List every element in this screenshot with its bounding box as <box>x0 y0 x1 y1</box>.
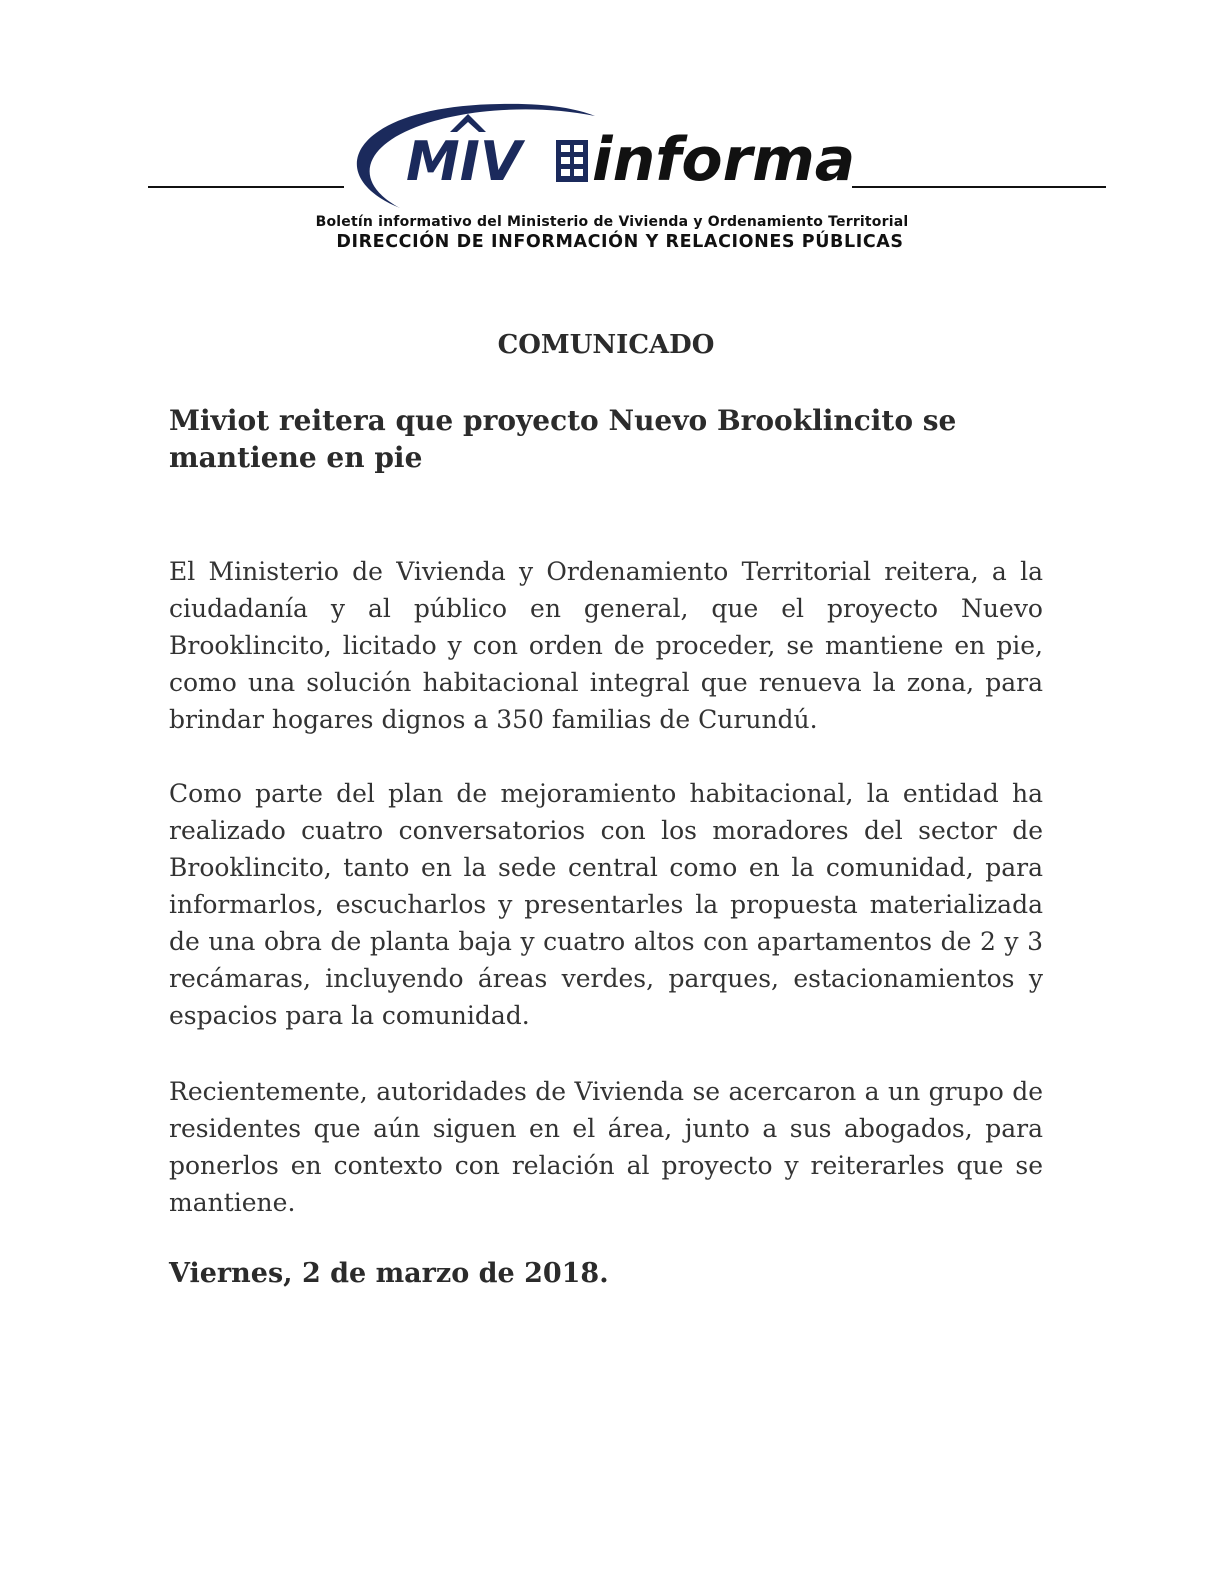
headline: Miviot reitera que proyecto Nuevo Brooklincito se mantiene en pie <box>169 404 957 474</box>
logo-text-suffix: informa <box>592 125 856 195</box>
miv-informa-logo <box>330 96 870 216</box>
body-paragraph-3: Recientemente, autoridades de Vivienda se acercaron a un grupo de residentes que aún siguen en el área, junto a sus abogados, para ponerlos en contexto con relación al proyecto y reiterarles que se mantiene. <box>169 1077 1043 1217</box>
letterhead <box>0 0 1224 270</box>
header-rule-right <box>852 186 1106 188</box>
body-paragraph-1: El Ministerio de Vivienda y Ordenamiento Territorial reitera, a la ciudadanía y al público en general, que el proyecto Nuevo Brooklincito, licitado y con orden de proceder, se mantiene en pie, como una solución habitacional integral que renueva la zona, para brindar hogares dignos a 350 familias de Curundú. <box>169 557 1043 734</box>
body-paragraph-2: Como parte del plan de mejoramiento habitacional, la entidad ha realizado cuatro conversatorios con los moradores del sector de Brooklincito, tanto en la sede central como en la comunidad, para informarlos, escucharlos y presentarles la propuesta materializada de una obra de planta baja y cuatro altos con apartamentos de 2 y 3 recámaras, incluyendo áreas verdes, parques, estacionamientos y espacios para la comunidad. <box>169 779 1043 1030</box>
logo-text-prefix: MIV <box>406 130 522 193</box>
building-icon <box>556 140 588 182</box>
letterhead-tagline: Boletín informativo del Ministerio de Vivienda y Ordenamiento Territorial <box>315 214 909 230</box>
document-type: COMUNICADO <box>497 330 715 360</box>
document-date: Viernes, 2 de marzo de 2018. <box>169 1258 609 1289</box>
header-rule-left <box>148 186 344 188</box>
letterhead-department: DIRECCIÓN DE INFORMACIÓN Y RELACIONES PÚBLICAS <box>336 232 904 252</box>
